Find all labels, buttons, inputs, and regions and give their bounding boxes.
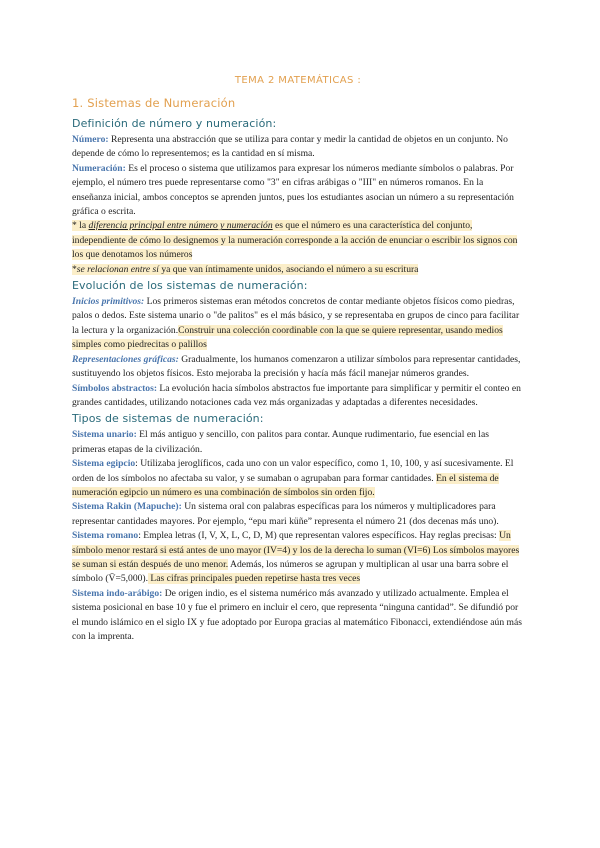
term-numero: Número:	[72, 134, 109, 145]
text-romano: : Emplea letras (I, V, X, L, C, D, M) que representan valores específicos. Hay reglas precisas:	[138, 530, 500, 542]
paragraph-indo-arabigo	[72, 587, 524, 645]
text-representaciones: Gradualmente, los humanos comenzaron a utilizar símbolos para representar cantidades, sustituyendo los objetos físicos. Esto mejoraba la precisión y hacía más fácil manejar números grandes.	[72, 353, 521, 380]
highlight-romano-cifras: Las cifras principales pueden repetirse hasta tres veces	[148, 573, 361, 585]
page-title: TEMA 2 MATEMÁTICAS :	[234, 75, 362, 86]
text-rakin: Un sistema oral con palabras específicas para los números y multiplicadores para representar cantidades mayores. Por ejemplo, “epu mari küñe” representa el número 21 (dos decenas más uno).	[72, 501, 499, 527]
text-romano-barra: Además, los números se agrupan y multiplican al usar una barra sobre el símbolo (V̄=5,000).	[72, 558, 509, 585]
paragraph-unario	[72, 428, 524, 457]
term-simbolos: Símbolos abstractos:	[72, 382, 158, 394]
highlight-romano-reglas: Un símbolo menor restará si está antes de uno mayor (IV=4) y los de la derecha lo suman (VI=6) Los símbolos mayores se suman si están después de uno menor.	[72, 530, 520, 570]
paragraph-diferencia	[72, 219, 524, 262]
term-egipcio: Sistema egipcio	[72, 458, 136, 470]
text-egipcio: : Utilizaba jeroglíficos, cada uno con un valor específico, como 1, 10, 100, y así sucesivamente. El orden de los símbolos no afectaba su valor, y se sumaban o agrupaban para formar cantidades.	[72, 458, 514, 484]
text-inicios: Los primeros sistemas eran métodos concretos de contar mediante objetos físicos como piedras, palos o dedos. Este sistema unario o "de palitos" es el más básico, y se representaba en grupos de cinco para facilitar la lectura y la organización.	[72, 296, 520, 336]
subheading-tipos: Tipos de sistemas de numeración:	[72, 412, 264, 426]
text-simbolos: La evolución hacia símbolos abstractos fue importante para simplificar y permitir el conteo en grandes cantidades, utilizando notaciones cada vez más organizadas y adaptadas a diferentes necesidades.	[72, 382, 521, 408]
term-indo-arabigo: Sistema indo-arábigo:	[72, 587, 163, 599]
bullet-star: * la	[72, 220, 89, 232]
text-relacion: ya que van íntimamente unidos, asociando el número a su escritura	[158, 263, 419, 275]
paragraph-romano	[72, 529, 524, 587]
bullet-star: *	[72, 263, 77, 275]
term-rakin: Sistema Rakin (Mapuche):	[72, 501, 182, 513]
text-indo-arabigo: De origen indio, es el sistema numérico más avanzado y utilizado actualmente. Emplea el sistema posicional en base 10 y fue el primero en incluir el cero, que representa “ninguna cantidad”. Se difundió por el mundo islámico en el siglo IX y fue adoptado por Europa gracias al matemático Fibonacci, extendiéndose aún más con la imprenta.	[72, 587, 522, 642]
term-inicios: Inicios primitivos:	[72, 296, 145, 308]
paragraph-rakin	[72, 500, 524, 529]
highlight-relacion	[72, 264, 418, 275]
highlight-inicios: Construir una colección coordinable con la que se quiere representar, usando medios simples como piedrecitas o palillos	[72, 324, 503, 351]
highlight-egipcio: En el sistema de numeración egipcio un número es una combinación de símbolos sin orden fijo.	[72, 472, 499, 498]
text-numero: Representa una abstracción que se utiliza para contar y medir la cantidad de objetos en un conjunto. No depende de cómo lo representemos; es la cantidad en sí misma.	[72, 134, 508, 160]
highlight-diferencia	[72, 220, 517, 260]
term-numeracion: Numeración:	[72, 162, 126, 174]
text-numeracion: Es el proceso o sistema que utilizamos para expresar los números mediante símbolos o palabras. Por ejemplo, el número tres puede representarse como "3" en cifras arábigas o "III" en números romanos. En la enseñanza inicial, ambos conceptos se aprenden juntos, pues los estudiantes asocian un número a su representación gráfica o escrita.	[72, 162, 514, 218]
paragraph-numeracion	[72, 162, 524, 220]
paragraph-egipcio	[72, 457, 524, 500]
paragraph-inicios	[72, 295, 524, 353]
term-representaciones: Representaciones gráficas:	[72, 353, 179, 365]
paragraph-numero	[72, 133, 524, 162]
section-heading-sistemas-de-numeracion: 1. Sistemas de Numeración	[72, 96, 236, 110]
term-romano: Sistema romano	[72, 530, 139, 542]
text-unario: El más antiguo y sencillo, con palitos para contar. Aunque rudimentario, fue esencial en las primeras etapas de la civilización.	[72, 429, 489, 455]
text-diferencia: es que el número es una característica del conjunto, independiente de cómo lo designemos y la numeración corresponde a la acción de enunciar o escribir los signos con los que denotamos los números	[72, 220, 518, 261]
subheading-evolucion: Evolución de los sistemas de numeración:	[72, 279, 308, 293]
paragraph-relacion	[72, 263, 524, 277]
italic-relacion: se relacionan entre sí	[76, 263, 159, 275]
term-unario: Sistema unario:	[72, 429, 137, 441]
subheading-definicion: Definición de número y numeración:	[72, 117, 277, 130]
paragraph-representaciones	[72, 353, 524, 382]
underlined-diferencia: diferencia principal entre número y numeración	[88, 220, 273, 232]
paragraph-simbolos	[72, 382, 524, 411]
